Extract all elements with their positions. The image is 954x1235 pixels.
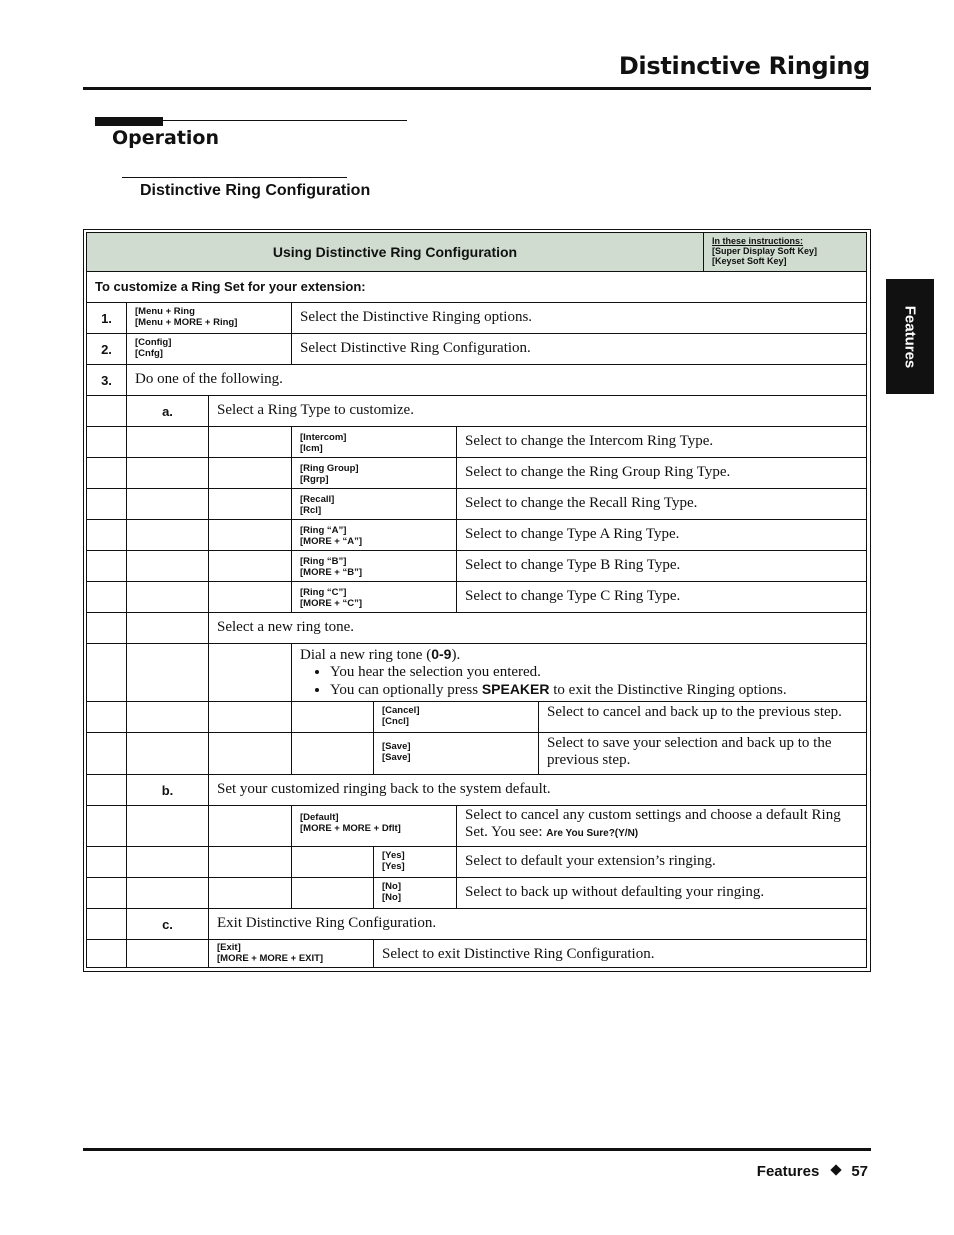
keyset-key: [MORE + MORE + EXIT] — [217, 953, 324, 964]
soft-key-cell — [291, 550, 457, 582]
option-text: Select to change the Ring Group Ring Type. — [456, 457, 867, 489]
substep-text: Exit Distinctive Ring Configuration. — [208, 908, 867, 940]
side-tab — [886, 279, 934, 394]
option-text: Select to default your extension’s ringing. — [456, 846, 867, 878]
option-text: Select to change Type B Ring Type. — [456, 550, 867, 582]
legend-line2: [Keyset Soft Key] — [712, 256, 787, 266]
soft-key-cell — [291, 581, 457, 613]
keyset-key: [MORE + “B”] — [300, 567, 363, 578]
keyset-key: [Rcl] — [300, 505, 322, 516]
super-display-key: [Menu + Ring — [135, 306, 195, 317]
substep-label: c. — [126, 908, 209, 940]
keyset-key: [Rgrp] — [300, 474, 329, 485]
side-tab-label: Features — [901, 305, 919, 368]
super-display-key: [Save] — [382, 741, 411, 752]
keyset-key: [Cnfg] — [135, 348, 163, 359]
super-display-key: [Exit] — [217, 942, 241, 953]
step-number: 2. — [86, 333, 127, 365]
soft-key-cell — [291, 488, 457, 520]
substep-text: Set your customized ringing back to the system default. — [208, 774, 867, 806]
option-text: Select to change Type C Ring Type. — [456, 581, 867, 613]
subsection-title: Distinctive Ring Configuration — [140, 182, 371, 199]
page-footer — [757, 1163, 868, 1180]
bullet-item: • You can optionally press SPEAKER to exit the Distinctive Ringing options. — [330, 681, 858, 699]
intro-row: To customize a Ring Set for your extension: — [86, 271, 867, 303]
option-text: Select to cancel and back up to the previous step. — [538, 701, 867, 733]
keyset-key: [MORE + MORE + Dflt] — [300, 823, 401, 834]
footer-section: Features — [756, 1163, 820, 1180]
legend-intro: In these instructions: — [712, 236, 804, 246]
super-display-key: [Recall] — [300, 494, 335, 505]
page-title: Distinctive Ringing — [618, 52, 870, 80]
soft-key-cell — [291, 426, 457, 458]
super-display-key: [Ring Group] — [300, 463, 359, 474]
substep-label: a. — [126, 395, 209, 427]
bullet-item: • You hear the selection you entered. — [330, 664, 858, 681]
keyset-key: [Cncl] — [382, 716, 409, 727]
page-number: 57 — [851, 1163, 868, 1180]
step-number: 3. — [86, 364, 127, 396]
section-rule — [95, 120, 407, 121]
step-number: 1. — [86, 302, 127, 334]
option-text: Select to exit Distinctive Ring Configuration. — [373, 939, 867, 968]
option-text: Select to change the Recall Ring Type. — [456, 488, 867, 520]
soft-key-cell — [126, 302, 292, 334]
substep-text: Select a new ring tone. — [208, 612, 867, 644]
speaker-key: SPEAKER — [481, 681, 550, 697]
soft-key-cell — [291, 805, 457, 847]
substep-label: b. — [126, 774, 209, 806]
legend-line1: [Super Display Soft Key] — [712, 246, 818, 256]
soft-key-cell — [373, 701, 539, 733]
step-text: Select the Distinctive Ringing options. — [291, 302, 867, 334]
super-display-key: [Ring “B”] — [300, 556, 347, 567]
super-display-key: [Ring “C”] — [300, 587, 347, 598]
option-text: Select to change Type A Ring Type. — [456, 519, 867, 551]
soft-key-cell — [208, 939, 374, 968]
table-heading-cell — [86, 232, 704, 272]
option-text: Select to cancel any custom settings and choose a default Ring Set. You see: Are You Sure?(Y/N) — [456, 805, 867, 847]
super-display-key: [No] — [382, 881, 401, 892]
keyset-key: [MORE + “A”] — [300, 536, 363, 547]
option-text: Select to back up without defaulting your ringing. — [456, 877, 867, 909]
legend-cell — [703, 232, 867, 272]
diamond-icon — [831, 1164, 842, 1175]
substep-text: Select a Ring Type to customize. — [208, 395, 867, 427]
table-heading: Using Distinctive Ring Configuration — [272, 244, 518, 260]
header-rule — [83, 87, 871, 90]
option-text: Select to save your selection and back up to the previous step. — [538, 732, 867, 775]
subsection-rule — [122, 177, 347, 178]
soft-key-cell — [291, 519, 457, 551]
digit-range: 0-9 — [431, 646, 452, 662]
super-display-key: [Default] — [300, 812, 339, 823]
step-text: Do one of the following. — [126, 364, 867, 396]
display-prompt: Are You Sure?(Y/N) — [546, 828, 639, 839]
soft-key-cell — [373, 877, 457, 909]
super-display-key: [Ring “A”] — [300, 525, 347, 536]
soft-key-cell — [373, 732, 539, 775]
keyset-key: [Menu + MORE + Ring] — [135, 317, 238, 328]
keyset-key: [No] — [382, 892, 401, 903]
super-display-key: [Cancel] — [382, 705, 420, 716]
soft-key-cell — [291, 457, 457, 489]
section-bar — [95, 117, 163, 126]
option-text: Select to change the Intercom Ring Type. — [456, 426, 867, 458]
soft-key-cell — [373, 846, 457, 878]
keyset-key: [Icm] — [300, 443, 323, 454]
dial-instructions: Dial a new ring tone (0-9). • You hear the selection you entered. • You can optionally press SPEAKER to exit the Distinctive Ringing options. — [291, 643, 867, 702]
super-display-key: [Config] — [135, 337, 172, 348]
keyset-key: [Save] — [382, 752, 411, 763]
keyset-key: [MORE + “C”] — [300, 598, 363, 609]
section-title: Operation — [112, 127, 220, 149]
footer-rule — [83, 1148, 871, 1151]
step-text: Select Distinctive Ring Configuration. — [291, 333, 867, 365]
soft-key-cell — [126, 333, 292, 365]
super-display-key: [Intercom] — [300, 432, 347, 443]
keyset-key: [Yes] — [382, 861, 405, 872]
super-display-key: [Yes] — [382, 850, 405, 861]
